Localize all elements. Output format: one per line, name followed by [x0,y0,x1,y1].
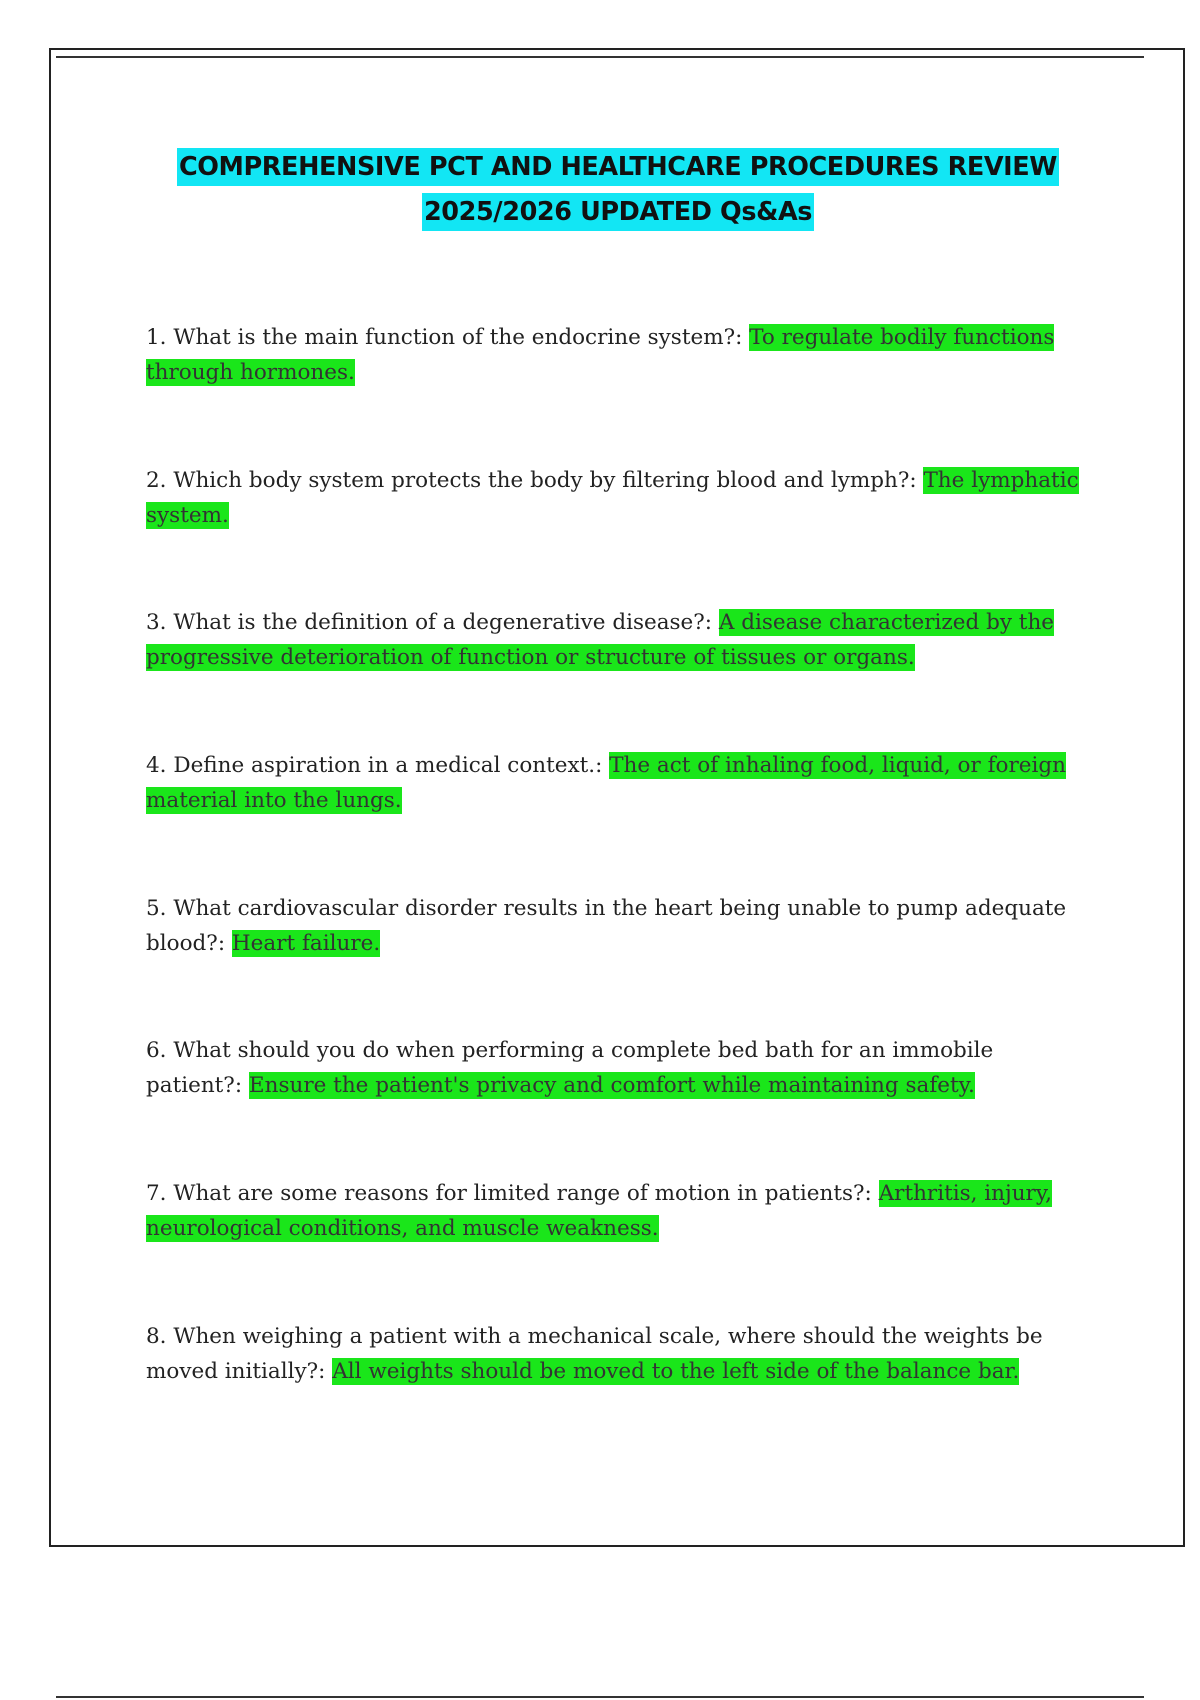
top-rule [56,56,1144,58]
question-text: 2. Which body system protects the body by filtering blood and lymph?: [146,468,924,493]
qa-item-8 [146,1319,1086,1389]
answer-highlight: All weights should be moved to the left side of the balance bar. [332,1359,1020,1384]
question-text: 5. What cardiovascular disorder results in the heart being unable to pump adequate blood?: [146,896,1067,956]
question-text: 4. Define aspiration in a medical context.: [146,753,610,778]
question-text: 8. When weighing a patient with a mechanical scale, where should the weights be moved initially?: [146,1324,1043,1384]
question-text: 7. What are some reasons for limited range of motion in patients?: [146,1181,879,1206]
title-line-1: COMPREHENSIVE PCT AND HEALTHCARE PROCEDURES REVIEW [177,148,1059,186]
question-text: 3. What is the definition of a degenerative disease?: [146,610,719,635]
question-text: 1. What is the main function of the endocrine system?: [146,325,750,350]
qa-item-7 [146,1176,1086,1246]
answer-highlight: Ensure the patient's privacy and comfort while maintaining safety. [248,1073,975,1098]
qa-item-5 [146,891,1086,961]
qa-item-2 [146,463,1086,533]
answer-highlight: Heart failure. [231,931,381,956]
answer-highlight: To regulate bodily functions through hormones. [146,325,1055,385]
title-line-2: 2025/2026 UPDATED Qs&As [422,193,814,231]
answer-highlight: The lymphatic system. [146,468,1079,528]
document-title [130,145,1106,235]
bottom-rule [56,1696,1144,1698]
question-text: 6. What should you do when performing a complete bed bath for an immobile patient?: [146,1038,994,1098]
qa-item-3 [146,605,1086,675]
qa-item-1 [146,320,1086,390]
answer-highlight: A disease characterized by the progressive deterioration of function or structure of tissues or organs. [146,610,1055,670]
qa-item-6 [146,1033,1086,1103]
answer-highlight: Arthritis, injury, neurological conditions, and muscle weakness. [146,1181,1052,1241]
answer-highlight: The act of inhaling food, liquid, or foreign material into the lungs. [146,753,1066,813]
qa-item-4 [146,748,1086,818]
